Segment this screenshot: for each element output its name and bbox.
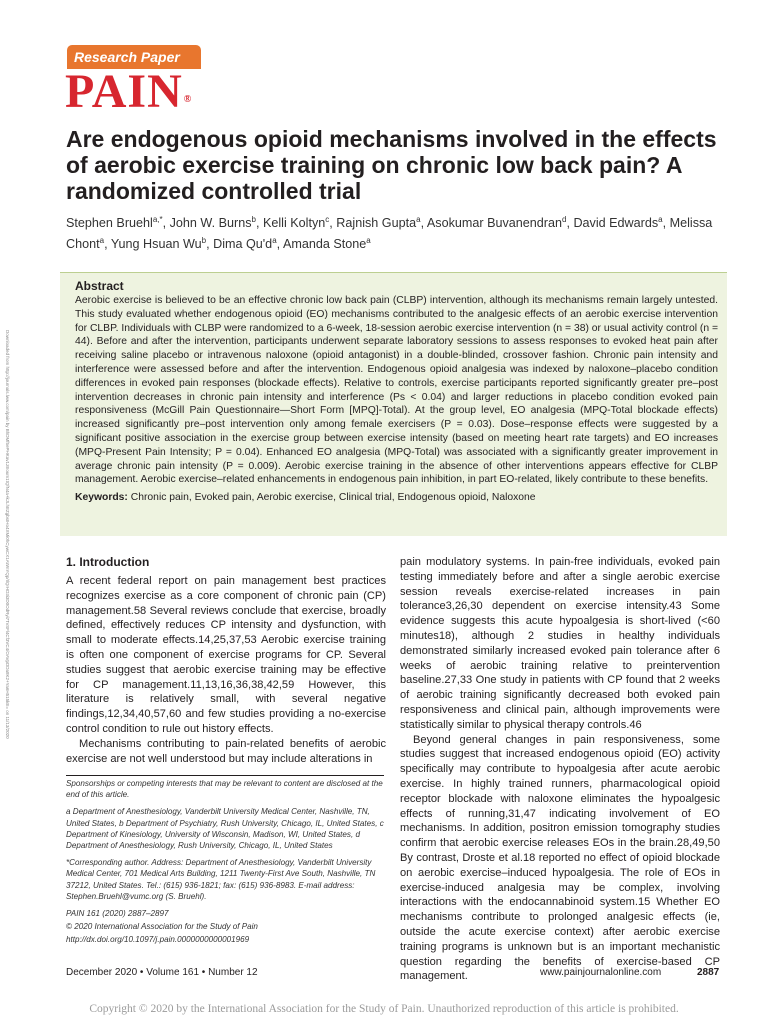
affiliations: a Department of Anesthesiology, Vanderbilt University Medical Center, Nashville, TN, United States, b Department of Psychiatry, Rush University, Chicago, IL, United States, c Department of Kinesiology, University of Wisconsin, Madison, WI, United States, d Department of Anesthesiology, Rush University, Chicago, IL, United States	[66, 807, 384, 851]
author-affiliation: a,*	[152, 215, 163, 224]
author-name: Asokumar Buvanendran	[426, 216, 562, 231]
author-name: John W. Burns	[169, 216, 252, 231]
introduction-heading: 1. Introduction	[66, 555, 150, 569]
copyright-line: © 2020 International Association for the Study of Pain	[66, 922, 258, 932]
journal-logo	[65, 66, 192, 118]
keywords-label: Keywords:	[75, 492, 128, 504]
author-affiliation: c	[325, 215, 330, 224]
keywords	[75, 491, 718, 505]
author-affiliation: a	[416, 215, 421, 224]
author-affiliation: a	[272, 236, 277, 246]
trademark-symbol: ®	[183, 94, 193, 105]
corresponding-author: *Corresponding author. Address: Department of Anesthesiology, Vanderbilt University Medical Center, 701 Medical Arts Building, 1211 Twenty-First Ave South, Nashville, TN 37212, United States. Tel.: (615) 936-1821; fax: (615) 936-8983. E-mail address: Stephen.Bruehl@vumc.org (S. Bruehl).	[66, 858, 376, 901]
keywords-list: Chronic pain, Evoked pain, Aerobic exercise, Clinical trial, Endogenous opioid, Naloxone	[130, 492, 536, 504]
author-affiliation: a	[366, 236, 371, 246]
copyright-notice: Copyright © 2020 by the International Association for the Study of Pain. Unauthorized reproduction of this article is prohibited.	[89, 1003, 679, 1015]
download-watermark-text: Downloaded from http://journals.lww.com/pain by BhDMf5ePHKav1zEoum1tQfN4a+kJLhEZgbsIHo4XMi0hCywCX1AWnYQp/IlQrHD3i3D0OdRyi7TvSFl4Cf3VC4/OAVpDDa8K2+Ya6H515kE= on 11/13/2020	[5, 330, 10, 739]
journal-name: PAIN	[65, 65, 183, 118]
abstract-text: Aerobic exercise is believed to be an effective chronic low back pain (CLBP) intervention, although its mechanisms remain largely untested. This study evaluated whether endogenous opioid (EO) mechanisms contributed to the analgesic effects of an aerobic exercise intervention for CLBP. Individuals with CLBP were randomized to a 6-week, 18-session aerobic exercise intervention (n = 38) or usual activity control (n = 44). Before and after the intervention, participants underwent separate laboratory sessions to assess responses to evoked heat pain after receiving saline placebo or intravenous naloxone (opioid antagonist) in a double-blinded, crossover fashion. Chronic pain intensity and interference were assessed before and after the intervention. Endogenous opioid analgesia was indexed by naloxone–placebo condition differences in evoked pain responses (blockade effects). Relative to controls, exercise participants reported significantly greater pre–post intervention decreases in chronic pain intensity and interference (Ps < 0.04) and larger reductions in placebo condition evoked pain responsiveness (McGill Pain Questionnaire—Short Form [MPQ]-Total). At the group level, EO analgesia (MPQ-Total blockade effects) increased significantly pre–post intervention only among female exercisers (P = 0.03). Dose–response effects were suggested by a significant positive association in the exercise group between exercise intensity (based on meeting heart rate targets) and EO increases (MPQ-Present Pain Intensity; P = 0.04). Enhanced EO analgesia (MPQ-Total) was associated with a significantly greater improvement in average chronic pain intensity (P = 0.009). Aerobic exercise training in the absence of other interventions appears effective for CLBP management. Aerobic exercise–related enhancements in endogenous pain inhibition, in part EO-related, likely contribute to these benefits.	[75, 295, 718, 486]
download-watermark	[4, 330, 12, 739]
abstract-box	[60, 272, 727, 536]
intro-paragraph-1: A recent federal report on pain management best practices recognizes exercise as a core component of chronic pain (CP) management.58 Several reviews conclude that exercise, broadly defined, effectively reduces CP intensity and dysfunction, with small to moderate effects.14,25,37,53 Aerobic exercise training is often one component of exercise programs for CP. Several studies suggest that aerobic exercise training may be effective for CP management.11,13,16,36,38,42,59 However, this literature is relatively small, with several negative findings,12,34,40,57,60 and few studies providing a no-exercise control condition to rule out history effects.	[66, 575, 386, 735]
footnotes	[66, 775, 384, 952]
article-title: Are endogenous opioid mechanisms involved in the effects of aerobic exercise training on chronic low back pain? A randomized controlled trial	[66, 126, 717, 204]
author-list: Stephen Bruehl$^{a,*}$, John W. Burns$^b$, Kelli Koltyn$^c$, Rajnish Gupta$^a$, Asokumar Buvanendran$^d$, David Edwards$^a$, Melissa Chont$^a$, Yung Hsuan Wu$^b$, Dima $Qu'd^a$, Amanda Stone$^a$	[66, 215, 713, 252]
author-affiliation: d	[562, 215, 567, 224]
author-name: Kelli Koltyn	[262, 216, 326, 231]
author-name: Amanda Stone	[282, 237, 367, 252]
doi-link[interactable]: http://dx.doi.org/10.1097/j.pain.0000000000001969	[66, 935, 250, 945]
author-name: Rajnish Gupta	[336, 216, 417, 231]
author-name: Dima Qu'd	[213, 237, 273, 252]
article-type-banner: Research Paper	[67, 45, 201, 69]
citation: PAIN 161 (2020) 2887–2897	[66, 909, 169, 919]
author-affiliation: b	[251, 215, 256, 224]
author-name: Yung Hsuan Wu	[110, 237, 202, 252]
intro-paragraph-4: Beyond general changes in pain responsiveness, some studies suggest that increased endogenous opioid (EO) activity specifically may contribute to hypoalgesia after acute aerobic exercise. In highly trained runners, pharmacological opioid receptor blockade with naloxone eliminates the hypoalgesic effects of running,31,47 indicating involvement of EO mechanisms. In addition, positron emission tomography studies confirm that aerobic exercise releases EOs in the brain.28,49,50 By contrast, Droste et al.18 reported no effect of opioid blockade on aerobic exercise–induced hypoalgesia. The role of EOs in exercise-induced analgesia may be complex, involving interactions with the endocannabinoid system.15 Whether EO mechanisms contribute to prolonged analgesic effects (ie, outside the acute exercise context) after aerobic exercise training programs is unknown but is an important mechanistic question regarding the benefits of exercise-based CP management.	[400, 733, 720, 983]
author-affiliation: a	[658, 215, 663, 224]
left-column	[66, 555, 386, 766]
author-affiliation: b	[201, 236, 207, 246]
author-name: Melissa Chont	[66, 216, 713, 252]
abstract-heading: Abstract	[75, 279, 124, 293]
page-number: 2887	[697, 967, 720, 978]
right-column	[400, 555, 720, 984]
intro-paragraph-3: pain modulatory systems. In pain-free individuals, evoked pain testing immediately before and after a single aerobic exercise session reveals exercise-related increases in pain tolerance3,26,30 dependent on exercise intensity.43 Some evidence suggests this acute hypoalgesia is short-lived (<60 minutes18), although 2 studies in healthy individuals demonstrated similarly increased evoked pain tolerance after 6 weeks of aerobic training relative to preintervention baseline.27,33 One study in patients with CP found that 2 weeks of aerobic training significantly decreased both evoked pain responsiveness and clinical pain, although improvements were statistically similar to physical therapy controls.46	[400, 556, 720, 731]
intro-paragraph-2: Mechanisms contributing to pain-related benefits of aerobic exercise are not well understood but may include alterations in	[66, 737, 386, 765]
author-affiliation: a	[99, 236, 105, 246]
author-name: Stephen Bruehl	[66, 216, 153, 231]
author-name: David Edwards	[573, 216, 659, 231]
journal-website-link[interactable]: www.painjournalonline.com	[540, 967, 662, 978]
sponsorship-note: Sponsorships or competing interests that may be relevant to content are disclosed at the end of this article.	[66, 779, 383, 800]
issue-info: December 2020 • Volume 161 • Number 12	[66, 967, 258, 978]
